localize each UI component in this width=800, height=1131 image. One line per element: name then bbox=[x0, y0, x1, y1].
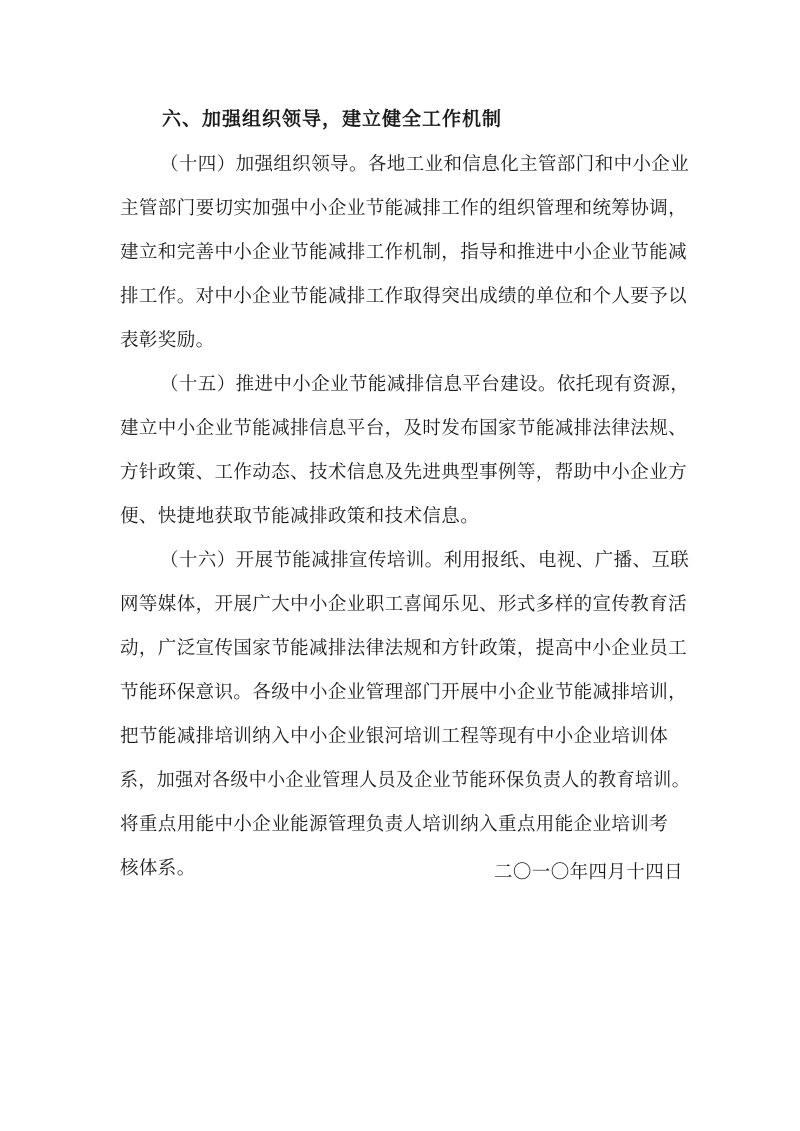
paragraph-3-line-2: 网等媒体，开展广大中小企业职工喜闻乐见、形式多样的宣传教育活 bbox=[120, 594, 688, 615]
paragraph-3-line-7: 将重点用能中小企业能源管理负责人培训纳入重点用能企业培训考 bbox=[120, 814, 669, 835]
paragraph-3-line-4: 节能环保意识。各级中小企业管理部门开展中小企业节能减排培训， bbox=[120, 682, 688, 703]
paragraph-2-line-4: 便、快捷地获取节能减排政策和技术信息。 bbox=[120, 506, 480, 527]
paragraph-1-line-4: 排工作。对中小企业节能减排工作取得突出成绩的单位和个人要予以 bbox=[120, 286, 688, 307]
paragraph-3-line-6: 系，加强对各级中小企业管理人员及企业节能环保负责人的教育培训。 bbox=[120, 770, 691, 791]
paragraph-1-line-5: 表彰奖励。 bbox=[120, 330, 215, 351]
paragraph-2-line-1: （十五）推进中小企业节能减排信息平台建设。依托现有资源， bbox=[160, 374, 690, 395]
section-heading: 六、加强组织领导，建立健全工作机制 bbox=[162, 108, 503, 130]
paragraph-3-line-5: 把节能减排培训纳入中小企业银河培训工程等现有中小企业培训体 bbox=[120, 726, 669, 747]
paragraph-3-line-1: （十六）开展节能减排宣传培训。利用报纸、电视、广播、互联 bbox=[160, 550, 690, 571]
paragraph-1-line-3: 建立和完善中小企业节能减排工作机制，指导和推进中小企业节能减 bbox=[120, 242, 688, 263]
paragraph-1-line-2: 主管部门要切实加强中小企业节能减排工作的组织管理和统筹协调， bbox=[120, 198, 688, 219]
paragraph-3-line-8: 核体系。 bbox=[120, 858, 196, 879]
paragraph-3-line-3: 动，广泛宣传国家节能减排法律法规和方针政策，提高中小企业员工 bbox=[120, 638, 688, 659]
paragraph-2-line-2: 建立中小企业节能减排信息平台，及时发布国家节能减排法律法规、 bbox=[120, 418, 688, 439]
document-date: 二〇一〇年四月十四日 bbox=[494, 862, 684, 883]
paragraph-1-line-1: （十四）加强组织领导。各地工业和信息化主管部门和中小企业 bbox=[160, 154, 690, 175]
paragraph-2-line-3: 方针政策、工作动态、技术信息及先进典型事例等，帮助中小企业方 bbox=[120, 462, 688, 483]
